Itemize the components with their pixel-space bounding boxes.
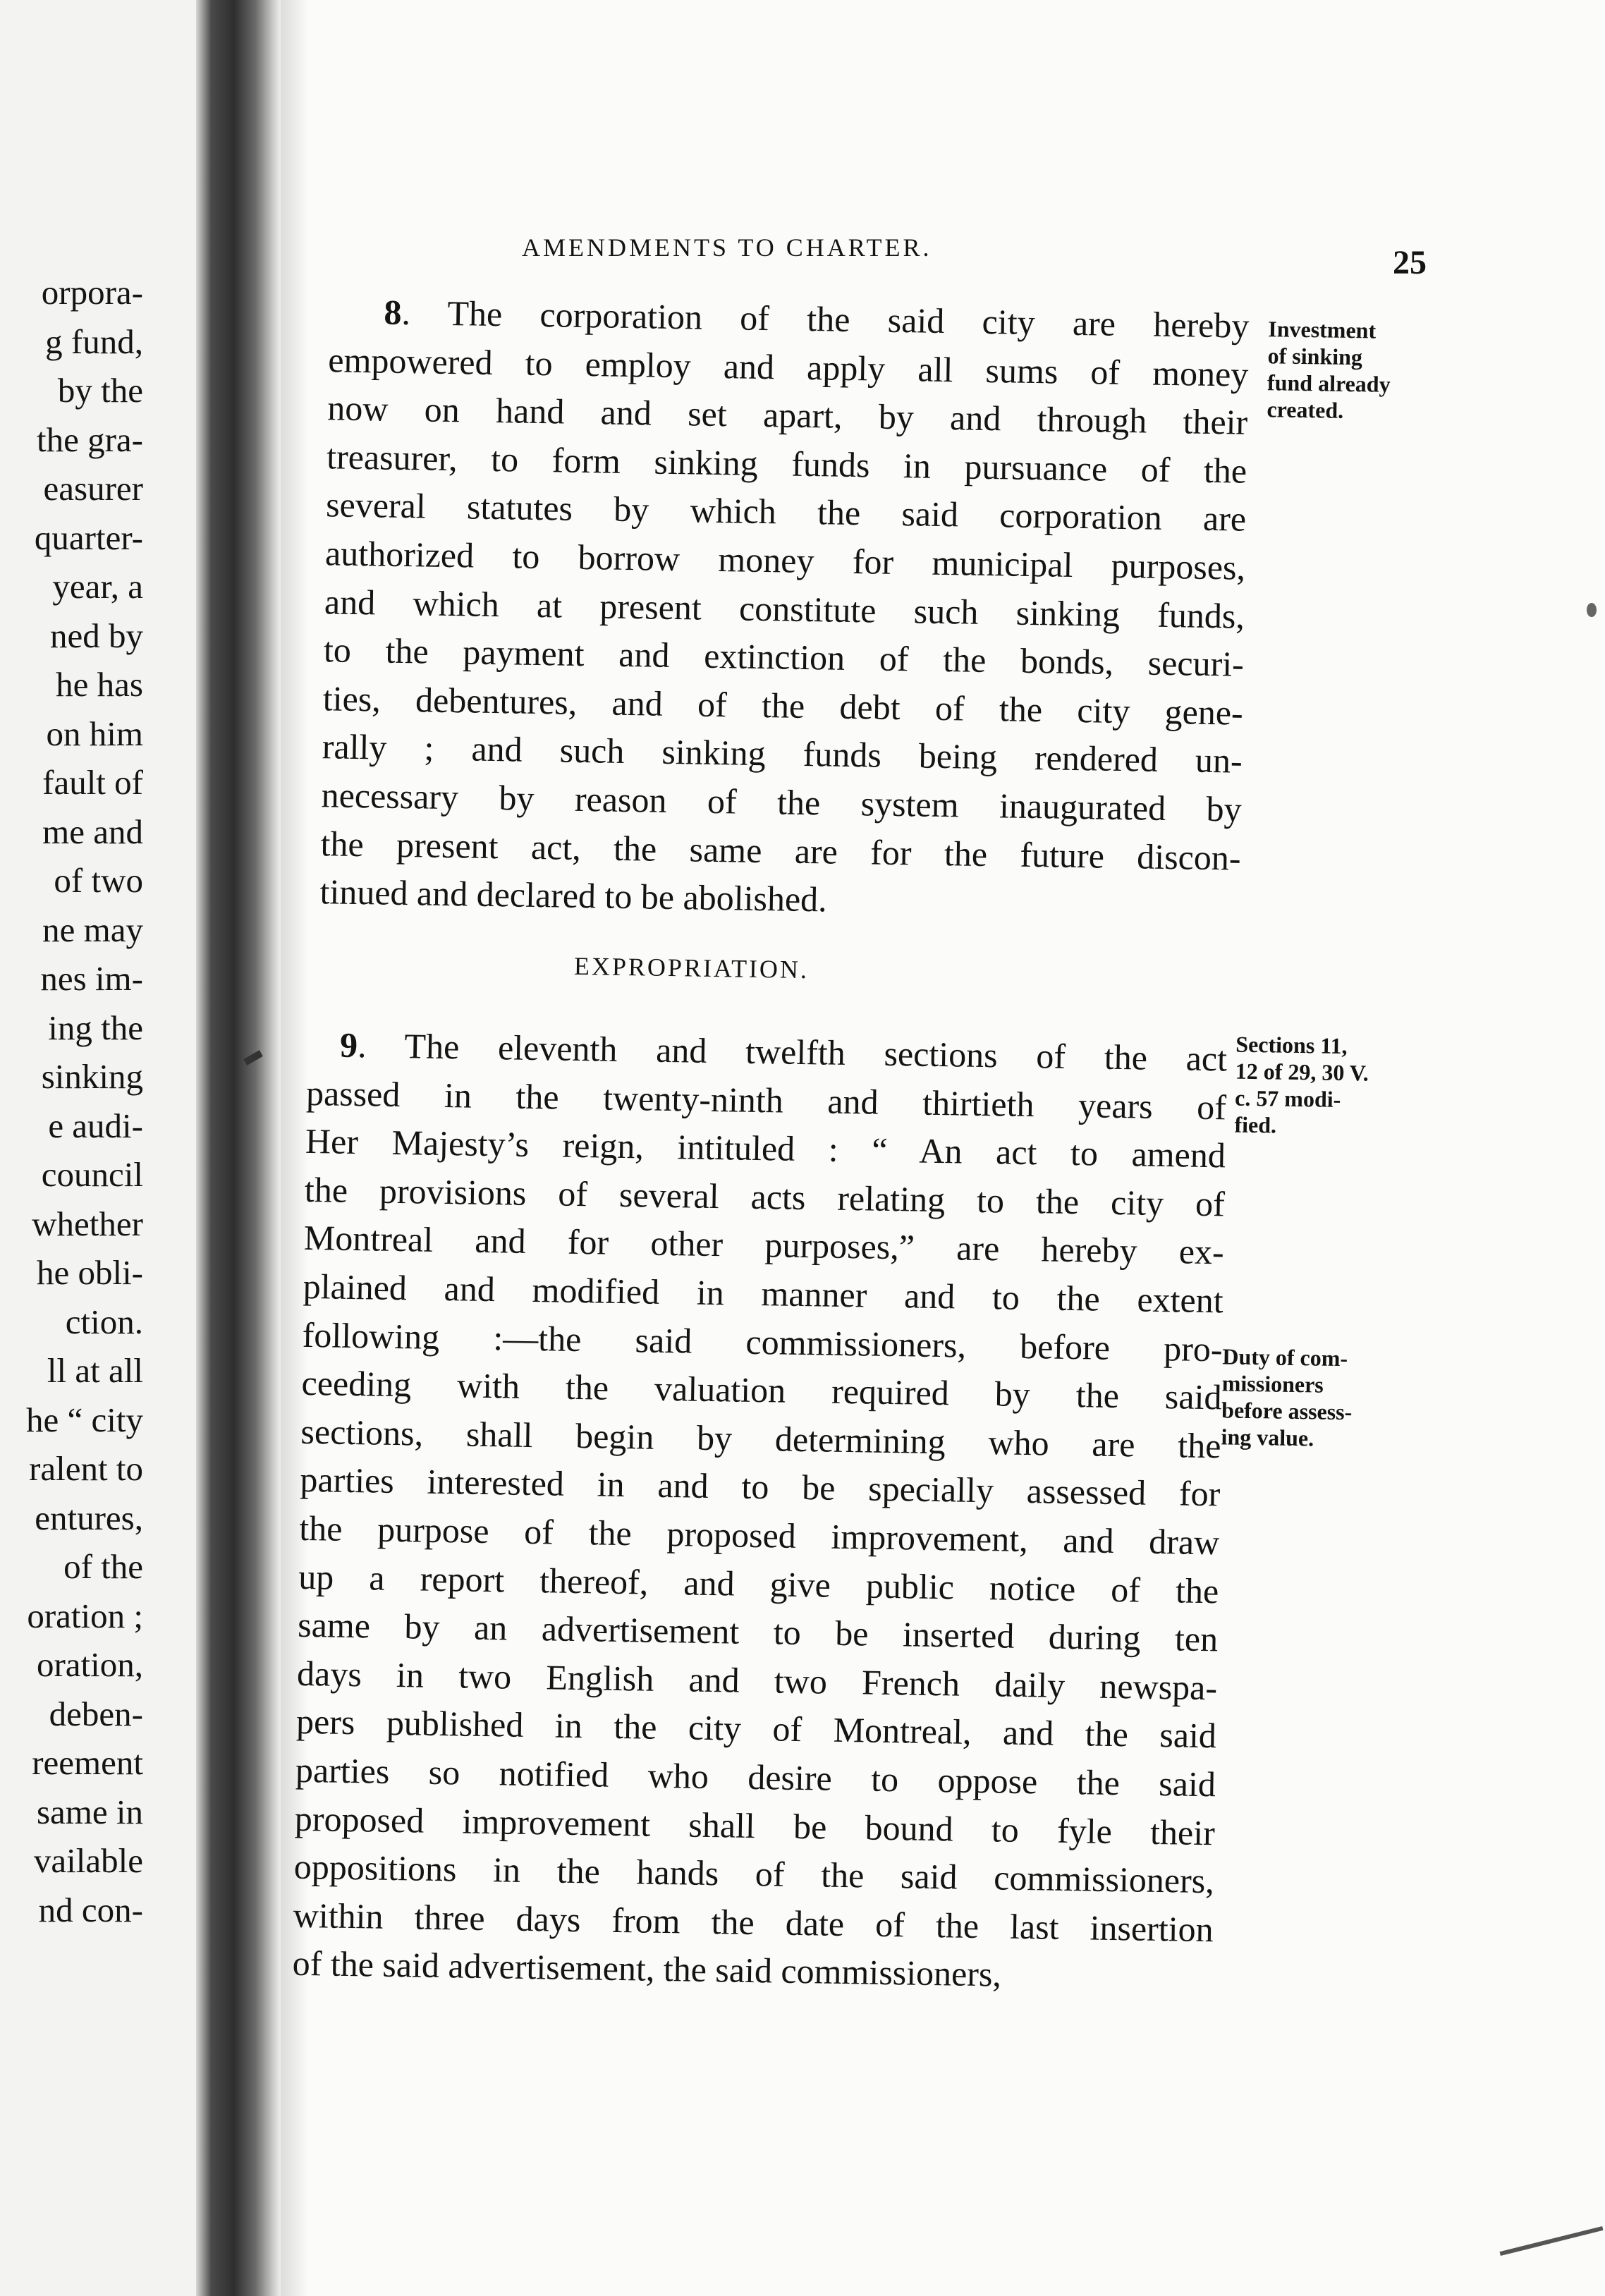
expropriation-heading: EXPROPRIATION. (573, 951, 810, 984)
left-page-line: sinking (41, 1057, 143, 1096)
margin-note-line: fied. (1234, 1111, 1277, 1138)
text-line: the provisions of several acts relating to the city of (304, 1169, 1226, 1224)
left-page-text (0, 268, 143, 1934)
text-line: tinued and declared to be abolished. (319, 872, 828, 920)
margin-note-sections-modified (1234, 1031, 1369, 1140)
section-number: 9 (339, 1025, 358, 1065)
left-page-line: council (41, 1155, 143, 1194)
left-page-line: ralent to (29, 1449, 143, 1488)
left-page-line: oration, (36, 1645, 143, 1684)
left-page-line: of two (54, 861, 143, 900)
left-page-line: same in (36, 1792, 143, 1831)
left-page-line: nes im- (40, 959, 143, 998)
text-line: within three days from the date of the last insertion (293, 1895, 1214, 1950)
margin-note-line: 12 of 29, 30 V. (1235, 1058, 1369, 1086)
left-page-line: on him (46, 714, 143, 753)
text-line: plained and modified in manner and to the extent (303, 1266, 1224, 1321)
text-line: following :—the said commissioners, before pro- (302, 1314, 1223, 1369)
text-line: parties interested in and to be specially assessed for (300, 1460, 1221, 1514)
left-page-line: the gra- (37, 420, 143, 459)
left-page-line: vailable (33, 1841, 143, 1880)
left-facing-page (0, 0, 201, 2296)
left-page-line: reement (32, 1743, 143, 1782)
left-page-line: orpora- (41, 273, 143, 312)
left-page-line: nd con- (38, 1890, 143, 1929)
left-page-line: fault of (42, 763, 143, 802)
left-page-line: me and (42, 812, 143, 851)
margin-note-line: Investment (1268, 316, 1377, 343)
left-page-line: of the (63, 1547, 143, 1586)
page-body (284, 0, 1605, 2296)
text-line: to the payment and extinction of the bonds, securi- (323, 630, 1245, 684)
left-page-line: he obli- (36, 1253, 143, 1292)
text-line-content: . The eleventh and twelfth sections of the act (357, 1025, 1228, 1079)
left-page-line: easurer (43, 469, 143, 508)
text-line: rally ; and such sinking funds being rendered un- (322, 726, 1243, 781)
left-page-line: ned by (50, 616, 143, 655)
page-number: 25 (1393, 244, 1427, 281)
left-page-line: he “ city (26, 1400, 143, 1439)
left-page-line: g fund, (45, 322, 143, 361)
left-page-line: ction. (65, 1302, 143, 1341)
margin-note-line: of sinking (1267, 343, 1363, 370)
text-line: oppositions in the hands of the said commissioners, (293, 1846, 1215, 1901)
text-line-content: . The corporation of the said city are hereby (401, 292, 1250, 346)
left-page-line: year, a (52, 567, 143, 606)
left-page-line: ne may (42, 910, 143, 949)
margin-note-investment (1267, 315, 1391, 425)
margin-note-line: before assess- (1221, 1397, 1353, 1425)
left-page-line: whether (32, 1204, 143, 1243)
text-line: parties so notified who desire to oppose the said (295, 1750, 1216, 1805)
left-page-line: entures, (35, 1498, 143, 1537)
left-page-line: he has (56, 665, 143, 704)
left-page-line: ll at all (47, 1351, 143, 1390)
left-page-line: quarter- (34, 518, 143, 557)
margin-note-line: c. 57 modi- (1234, 1085, 1341, 1112)
text-line: passed in the twenty-ninth and thirtieth years of (305, 1073, 1227, 1128)
text-line: days in two English and two French daily newspa- (296, 1653, 1218, 1708)
text-line: of the said advertisement, the said commissioners, (292, 1943, 1002, 1994)
text-line: ceeding with the valuation required by the said (301, 1363, 1222, 1417)
margin-note-duty-of-commissioners (1221, 1343, 1353, 1452)
text-line: ties, debentures, and of the debt of the city gene- (322, 678, 1244, 733)
text-line: authorized to borrow money for municipal purposes, (324, 533, 1246, 587)
right-page (292, 0, 1605, 2296)
text-line: necessary by reason of the system inaugurated by (321, 775, 1243, 829)
running-title: AMENDMENTS TO CHARTER. (522, 233, 932, 262)
section-number: 8 (384, 292, 402, 332)
scan-speck (1587, 603, 1597, 617)
text-line: treasurer, to form sinking funds in pursuance of the (326, 436, 1247, 491)
text-line: same by an advertisement to be inserted during ten (297, 1605, 1219, 1659)
margin-note-line: Sections 11, (1235, 1031, 1348, 1059)
text-line: proposed improvement shall be bound to fyle their (294, 1798, 1216, 1852)
text-line: pers published in the city of Montreal, and the said (295, 1702, 1217, 1756)
margin-note-line: ing value. (1221, 1424, 1314, 1451)
text-line: several statutes by which the said corporation are (325, 484, 1247, 539)
left-page-line: oration ; (27, 1596, 143, 1635)
margin-note-line: fund already (1267, 370, 1391, 397)
text-line: empowered to employ and apply all sums of money (328, 339, 1249, 394)
margin-note-line: Duty of com- (1222, 1343, 1348, 1372)
text-line: up a report thereof, and give public notice of the (298, 1556, 1219, 1611)
text-line: Her Majesty’s reign, intituled : “ An act to amend (305, 1121, 1226, 1176)
text-line: the present act, the same are for the future discon- (320, 823, 1241, 878)
left-page-line: e audi- (48, 1106, 143, 1145)
text-line: Montreal and for other purposes,” are hereby ex- (303, 1218, 1225, 1272)
text-line: now on hand and set apart, by and through their (327, 388, 1248, 442)
left-page-line: deben- (49, 1694, 143, 1733)
book-gutter-shadow (196, 0, 281, 2296)
margin-note-line: missioners (1221, 1370, 1324, 1398)
margin-note-line: created. (1267, 396, 1344, 423)
text-line: and which at present constitute such sinking funds, (324, 581, 1245, 636)
left-page-line: by the (57, 371, 143, 410)
text-line: sections, shall begin by determining who are the (300, 1411, 1221, 1466)
left-page-line: ing the (48, 1008, 143, 1047)
text-line: the purpose of the proposed improvement, and draw (298, 1508, 1220, 1563)
